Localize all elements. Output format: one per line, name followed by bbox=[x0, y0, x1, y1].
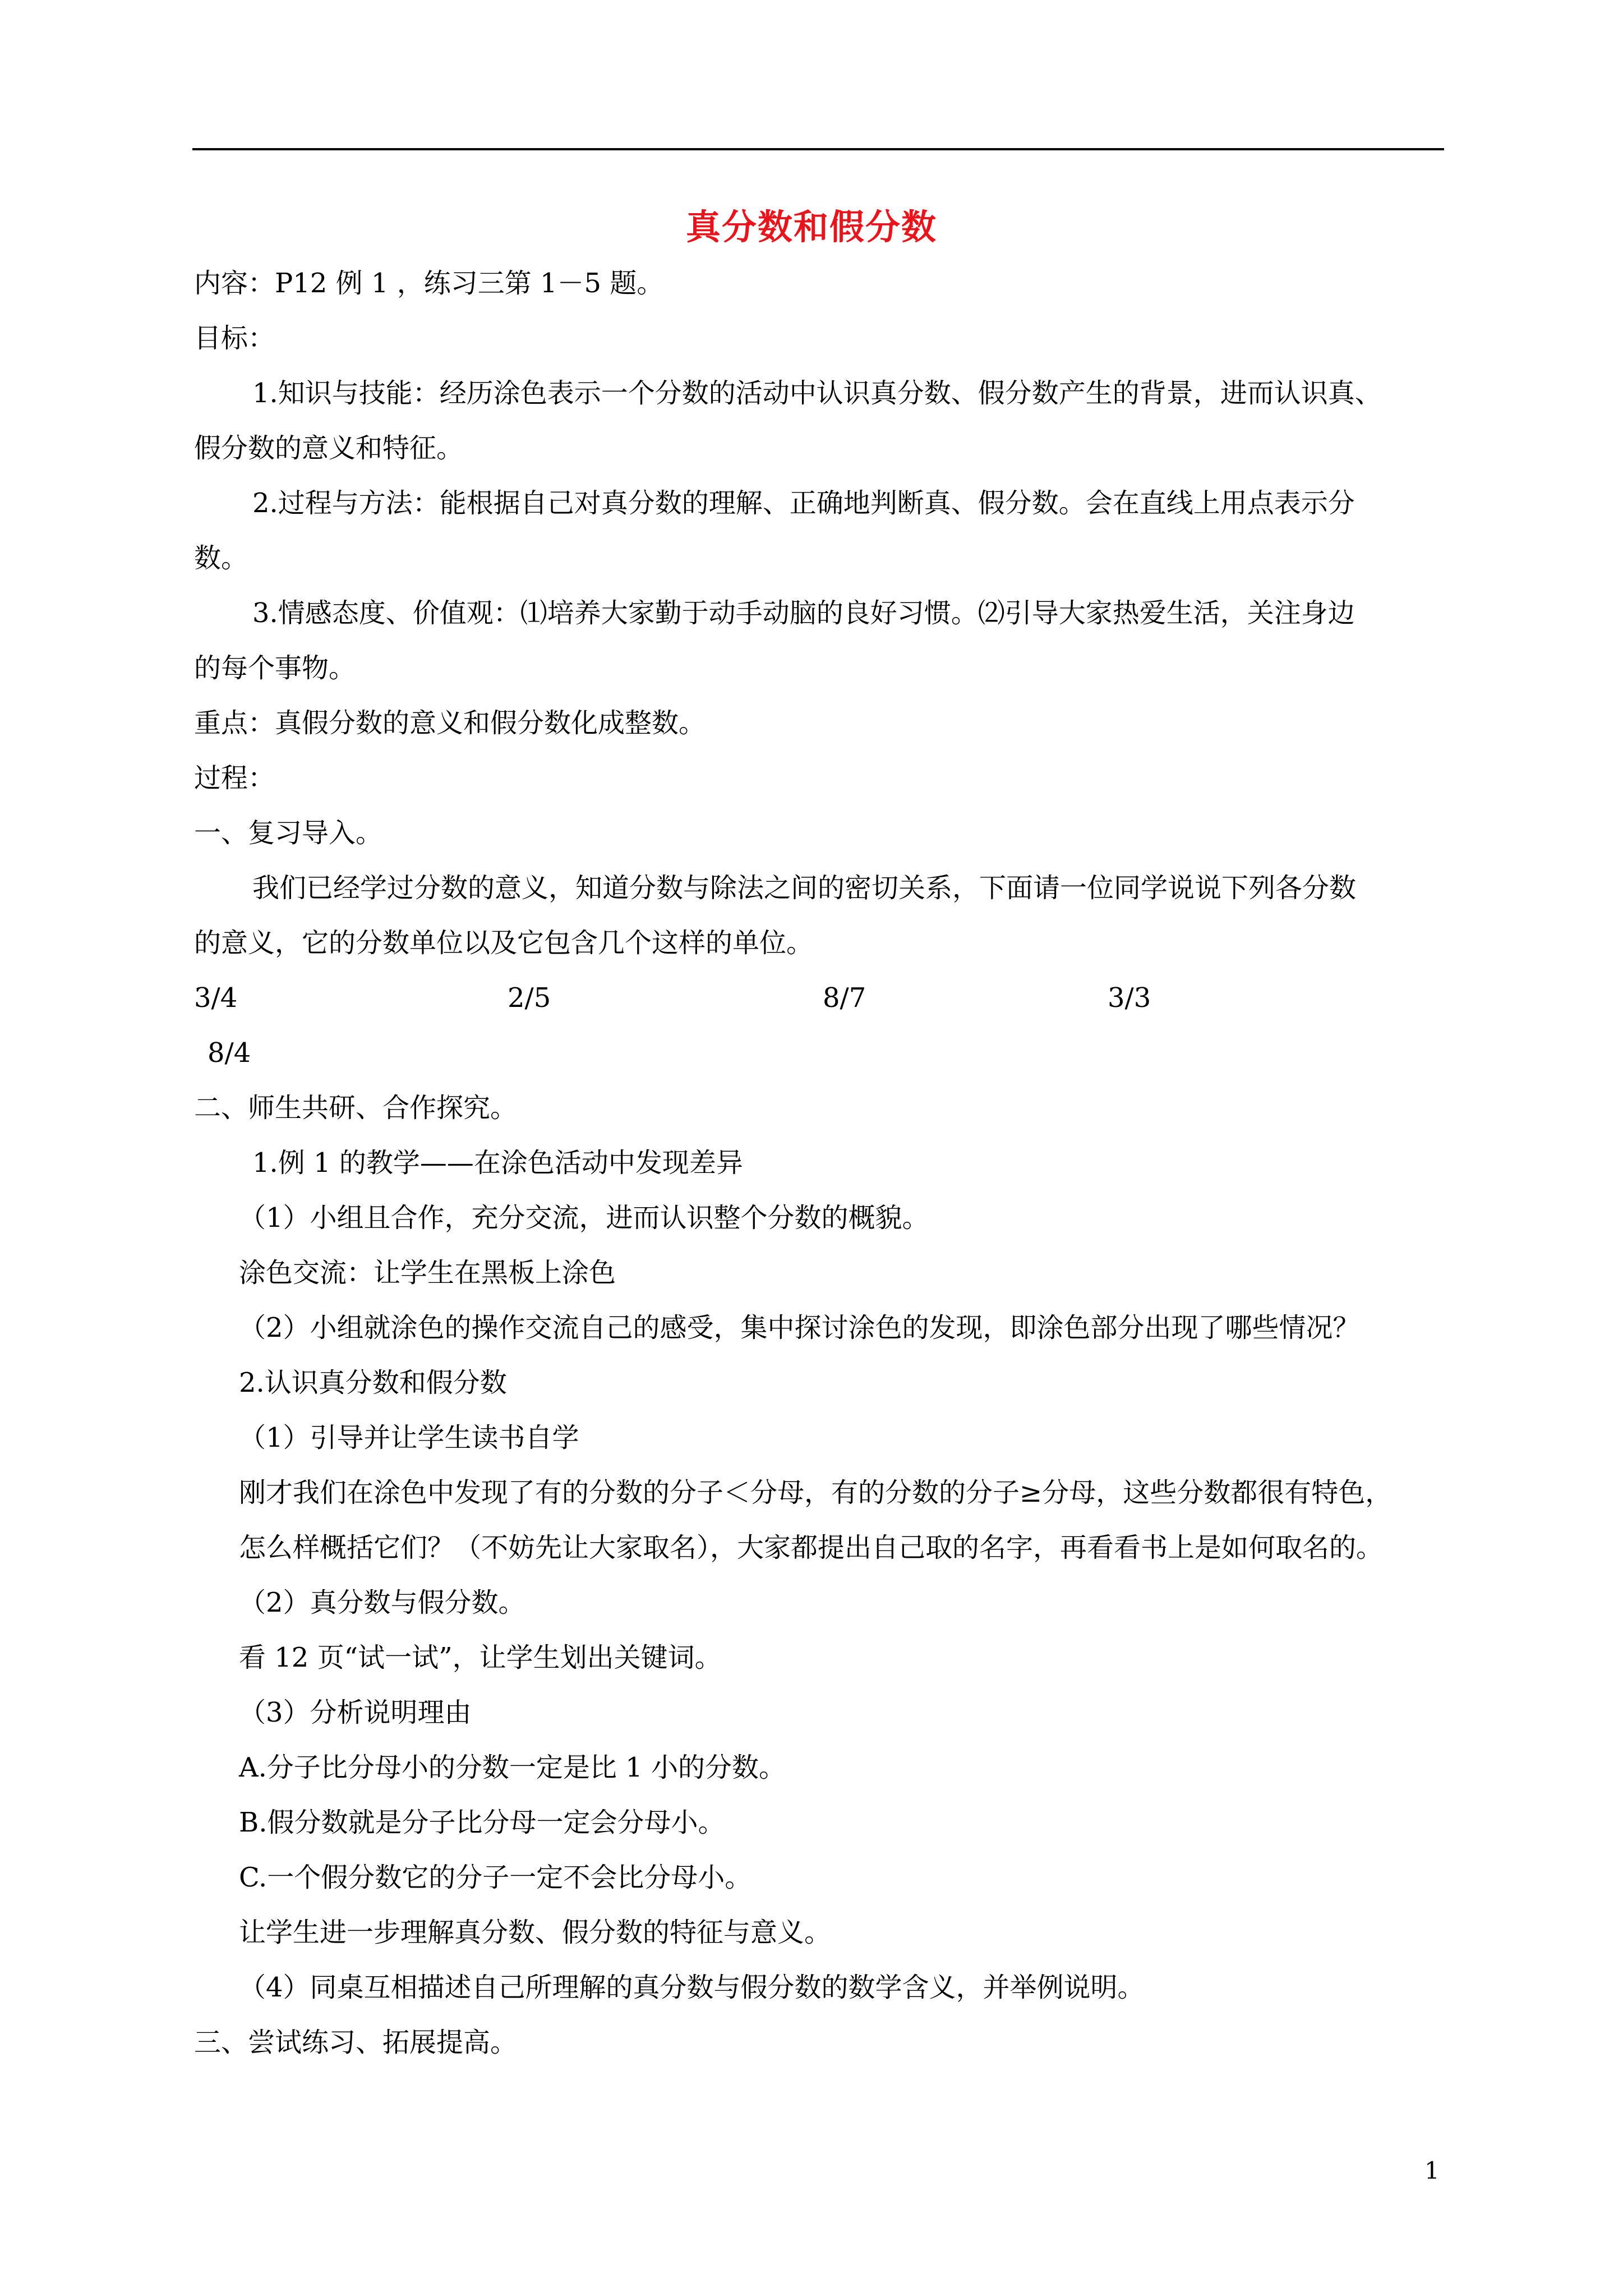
section-1-para-line-2: 的意义，它的分数单位以及它包含几个这样的单位。 bbox=[194, 927, 814, 959]
section-1-heading: 一、复习导入。 bbox=[194, 817, 383, 849]
goal-2-line-1: 2.过程与方法：能根据自己对真分数的理解、正确地判断真、假分数。会在直线上用点表示分 bbox=[252, 487, 1355, 519]
section-3-heading: 三、尝试练习、拓展提高。 bbox=[194, 2027, 518, 2058]
section-2-line: 1.例 1 的教学——在涂色活动中发现差异 bbox=[252, 1147, 743, 1179]
section-2-line: 怎么样概括它们？（不妨先让大家取名），大家都提出自己取的名字，再看看书上是如何取名的。 bbox=[239, 1532, 1384, 1563]
goal-3-line-2: 的每个事物。 bbox=[194, 652, 356, 684]
fraction-item: 2/5 bbox=[508, 982, 551, 1014]
goal-1-line-1: 1.知识与技能：经历涂色表示一个分数的活动中认识真分数、假分数产生的背景，进而认识真、 bbox=[252, 378, 1382, 409]
fraction-item: 8/4 bbox=[208, 1037, 251, 1069]
header-rule bbox=[192, 148, 1444, 150]
section-2-line: （3）分析说明理由 bbox=[239, 1697, 472, 1728]
section-2-line: 让学生进一步理解真分数、假分数的特征与意义。 bbox=[239, 1917, 832, 1948]
fraction-item: 3/4 bbox=[194, 982, 238, 1014]
goals-heading: 目标： bbox=[194, 323, 275, 354]
goal-2-line-2: 数。 bbox=[194, 542, 248, 574]
fraction-item: 3/3 bbox=[1108, 982, 1151, 1014]
goal-3-line-1: 3.情感态度、价值观：⑴培养大家勤于动手动脑的良好习惯。⑵引导大家热爱生活，关注身边 bbox=[252, 597, 1355, 629]
goal-1-line-2: 假分数的意义和特征。 bbox=[194, 432, 464, 464]
content-line: 内容：P12 例 1 ，练习三第 1－5 题。 bbox=[194, 268, 664, 299]
section-1-para-line-1: 我们已经学过分数的意义，知道分数与除法之间的密切关系，下面请一位同学说说下列各分数 bbox=[252, 872, 1357, 904]
fraction-item: 8/7 bbox=[823, 982, 866, 1014]
process-heading: 过程： bbox=[194, 762, 275, 794]
section-2-line: 2.认识真分数和假分数 bbox=[239, 1367, 507, 1398]
section-2-line: A.分子比分母小的分数一定是比 1 小的分数。 bbox=[239, 1752, 786, 1783]
key-point: 重点：真假分数的意义和假分数化成整数。 bbox=[194, 707, 706, 739]
section-2-line: B.假分数就是分子比分母一定会分母小。 bbox=[239, 1807, 725, 1838]
page-number: 1 bbox=[1424, 2157, 1440, 2184]
section-2-line: 刚才我们在涂色中发现了有的分数的分子＜分母，有的分数的分子≥分母，这些分数都很有特色， bbox=[239, 1477, 1393, 1508]
section-2-line: 看 12 页“试一试”，让学生划出关键词。 bbox=[239, 1642, 722, 1673]
document-title: 真分数和假分数 bbox=[685, 206, 937, 247]
section-2-line: C.一个假分数它的分子一定不会比分母小。 bbox=[239, 1862, 752, 1893]
section-2-line: （2）小组就涂色的操作交流自己的感受，集中探讨涂色的发现，即涂色部分出现了哪些情况？ bbox=[239, 1312, 1360, 1343]
section-2-line: （1）小组且合作，充分交流，进而认识整个分数的概貌。 bbox=[239, 1202, 929, 1234]
section-2-heading: 二、师生共研、合作探究。 bbox=[194, 1092, 518, 1124]
section-2-line: （1）引导并让学生读书自学 bbox=[239, 1422, 579, 1453]
section-2-line: 涂色交流：让学生在黑板上涂色 bbox=[239, 1257, 616, 1289]
section-2-line: （4）同桌互相描述自己所理解的真分数与假分数的数学含义，并举例说明。 bbox=[239, 1972, 1145, 2003]
section-2-line: （2）真分数与假分数。 bbox=[239, 1587, 525, 1618]
